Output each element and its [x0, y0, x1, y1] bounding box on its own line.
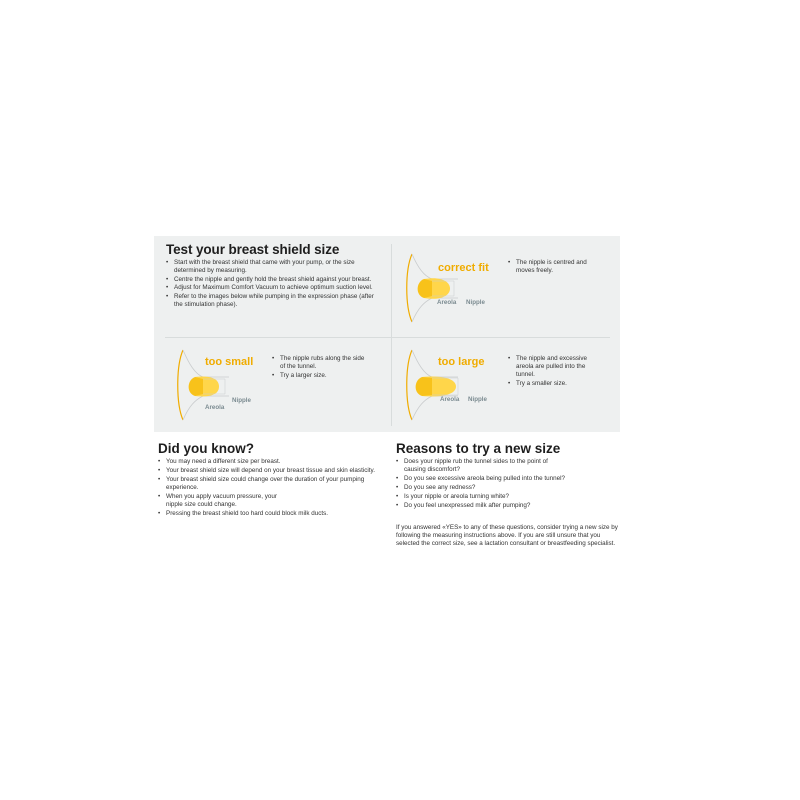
correct-fit-areola-label: Areola [437, 299, 457, 306]
reasons-paragraph: If you answered «YES» to any of these questions, consider trying a new size by following the measuring instructions above. If you are still unsure that you selected the correct size, see a lactation consultant or breastfeeding specialist. [396, 524, 618, 548]
did-you-know-title: Did you know? [158, 441, 254, 456]
list-item: • The nipple is centred and moves freely. [508, 259, 600, 275]
panel-vertical-divider [391, 244, 392, 426]
list-item: • Try a larger size. [272, 372, 370, 380]
list-item: • Start with the breast shield that came with your pump, or the size determined by measuring. [166, 259, 381, 275]
list-item: • Does your nipple rub the tunnel sides to the point of causing discomfort? [396, 458, 564, 474]
reasons-title: Reasons to try a new size [396, 441, 561, 456]
list-item: • The nipple and excessive areola are pulled into the tunnel. [508, 355, 603, 379]
list-item: • Pressing the breast shield too hard could block milk ducts. [158, 510, 386, 518]
too-large-description [508, 355, 603, 389]
list-item: • Your breast shield size will depend on your breast tissue and skin elasticity. [158, 467, 386, 475]
correct-fit-description [508, 259, 600, 276]
list-item: • Is your nipple or areola turning white? [396, 493, 618, 501]
panel-horizontal-divider [165, 337, 610, 338]
test-instructions [166, 259, 381, 310]
list-item: • Centre the nipple and gently hold the breast shield against your breast. [166, 276, 381, 284]
list-item: • Try a smaller size. [508, 380, 603, 388]
reasons-list [396, 458, 618, 511]
list-item: • Do you see any redness? [396, 484, 618, 492]
list-item: • Refer to the images below while pumping in the expression phase (after the stimulation phase). [166, 293, 381, 309]
too-small-nipple-label: Nipple [232, 397, 251, 404]
too-large-areola-label: Areola [440, 396, 460, 403]
list-item: • You may need a different size per breast. [158, 458, 386, 466]
correct-fit-label: correct fit [438, 262, 489, 274]
list-item: • Adjust for Maximum Comfort Vacuum to achieve optimum suction level. [166, 284, 381, 292]
list-item: • When you apply vacuum pressure, your nipple size could change. [158, 493, 288, 509]
too-small-areola-label: Areola [205, 404, 225, 411]
test-title: Test your breast shield size [166, 242, 340, 257]
too-large-label: too large [438, 356, 485, 368]
correct-fit-nipple-label: Nipple [466, 299, 485, 306]
did-you-know-list [158, 458, 386, 519]
list-item: • The nipple rubs along the side of the tunnel. [272, 355, 370, 371]
list-item: • Do you see excessive areola being pulled into the tunnel? [396, 475, 618, 483]
list-item: • Do you feel unexpressed milk after pumping? [396, 502, 618, 510]
too-small-label: too small [205, 356, 254, 368]
too-large-nipple-label: Nipple [468, 396, 487, 403]
too-small-description [272, 355, 370, 380]
list-item: • Your breast shield size could change over the duration of your pumping experience. [158, 476, 386, 492]
